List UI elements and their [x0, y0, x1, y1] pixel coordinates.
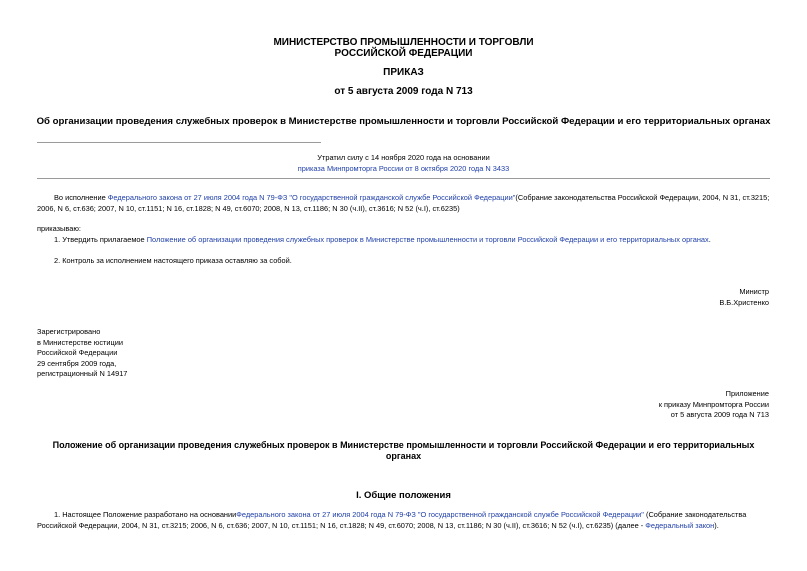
- intro-paragraph: [54, 193, 770, 204]
- document-title: Об организации проведения служебных проверок в Министерстве промышленности и торговли Российской Федерации и его территориальных органах: [36, 116, 771, 127]
- signature-position: Министр: [739, 287, 769, 296]
- federal-law-short-link[interactable]: Федеральный закон: [645, 521, 715, 530]
- regulation-paragraph-1-line2: [37, 521, 770, 532]
- divider-top: [37, 142, 321, 143]
- intro-line2: 2006, N 6, ст.636; 2007, N 10, ст.1151; N 16, ст.1828; N 49, ст.6070; 2008, N 13, ст.1186; N 30 (ч.II), ст.3616; N 52 (ч.I), ст.6235): [37, 204, 460, 213]
- p1-prefix: 1. Настоящее Положение разработано на основании: [54, 510, 237, 519]
- registration-line: Российской Федерации: [37, 348, 118, 357]
- regulation-title-line2: органах: [385, 451, 422, 461]
- decree-word: приказываю:: [37, 224, 81, 233]
- ministry-name-line1: МИНИСТЕРСТВО ПРОМЫШЛЕННОСТИ И ТОРГОВЛИ: [273, 37, 534, 48]
- registration-line: Зарегистрировано: [37, 327, 101, 336]
- appendix-block: [659, 389, 769, 421]
- appendix-line: Приложение: [725, 389, 769, 398]
- appendix-line: от 5 августа 2009 года N 713: [670, 410, 769, 419]
- intro-rest: (Собрание законодательства Российской Федерации, 2004, N 31, ст.3215;: [515, 193, 770, 202]
- divider-bottom: [37, 178, 770, 179]
- appendix-line: к приказу Минпромторга России: [658, 399, 769, 409]
- repeal-order-link[interactable]: приказа Минпромторга России от 8 октября 2020 года N 3433: [297, 164, 510, 173]
- registration-block: [37, 327, 127, 380]
- federal-law-link[interactable]: Федерального закона от 27 июля 2004 года N 79-ФЗ "О государственной гражданской службе Российской Федерации": [107, 193, 516, 202]
- order-item-1: [54, 235, 711, 246]
- regulation-link[interactable]: Положение об организации проведения служебных проверок в Министерстве промышленности и торговли Российской Федерации и его территориальных органах: [146, 235, 709, 244]
- item1-suffix: .: [708, 235, 711, 244]
- registration-line: в Министерстве юстиции: [37, 337, 124, 347]
- signature-name: В.Б.Христенко: [719, 298, 769, 307]
- registration-line: 29 сентября 2009 года,: [37, 358, 117, 368]
- item1-prefix: 1. Утвердить прилагаемое: [54, 235, 147, 244]
- document-date: от 5 августа 2009 года N 713: [334, 86, 473, 97]
- p1-rest: (Собрание законодательства: [643, 510, 747, 519]
- registration-line: регистрационный N 14917: [37, 369, 128, 378]
- regulation-paragraph-1: [54, 510, 770, 521]
- order-item-2: 2. Контроль за исполнением настоящего приказа оставляю за собой.: [54, 256, 292, 265]
- regulation-title-line1: Положение об организации проведения служебных проверок в Министерстве промышленности и торговли Российской Федерации и его территориальных: [52, 440, 755, 450]
- ministry-name-line2: РОССИЙСКОЙ ФЕДЕРАЦИИ: [334, 48, 473, 59]
- status-line: Утратил силу с 14 ноября 2020 года на основании: [317, 153, 490, 162]
- p1-federal-law-link[interactable]: Федерального закона от 27 июля 2004 года N 79-ФЗ "О государственной гражданской службе Российской Федерации": [236, 510, 644, 519]
- intro-prefix: Во исполнение: [54, 193, 108, 202]
- p1-end: ).: [714, 521, 719, 530]
- section-heading: I. Общие положения: [356, 490, 451, 501]
- p1-line2: Российской Федерации, 2004, N 31, ст.3215; 2006, N 6, ст.636; 2007, N 10, ст.1151; N 16, ст.1828; N 49, ст.6070; 2008, N 13, ст.1186; N 30 (ч.II), ст.3616; N 52 (ч.I), ст.6235) (далее -: [37, 521, 646, 530]
- document-type: ПРИКАЗ: [383, 67, 424, 78]
